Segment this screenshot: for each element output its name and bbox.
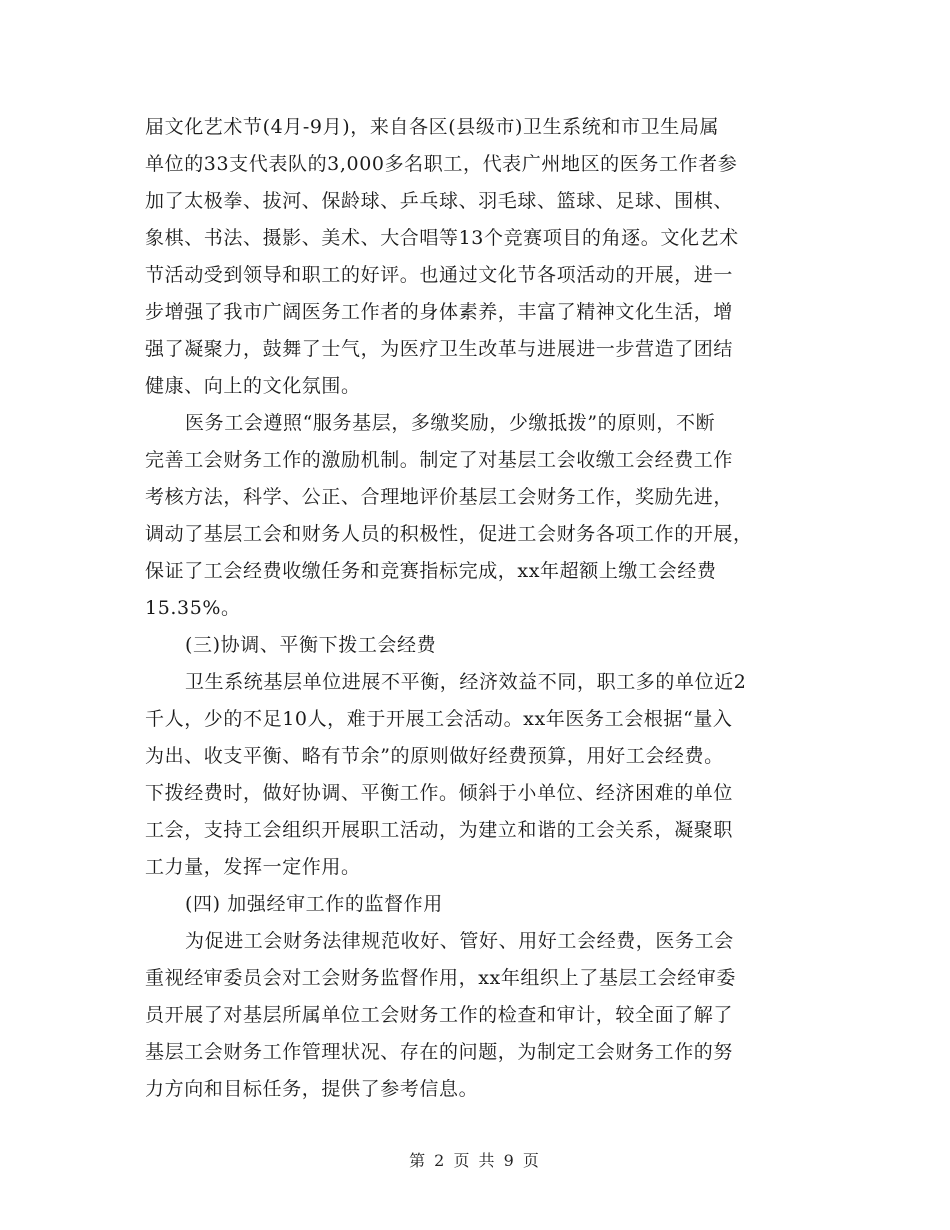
text-line: 15.35%。	[145, 597, 241, 619]
text-line: 基层工会财务工作管理状况、存在的问题，为制定工会财务工作的努	[145, 1041, 734, 1063]
text-line: 工力量，发挥一定作用。	[145, 856, 361, 878]
text-line: 节活动受到领导和职工的好评。也通过文化节各项活动的开展，进一	[145, 264, 734, 286]
text-line: 力方向和目标任务，提供了参考信息。	[145, 1078, 479, 1100]
text-line: 卫生系统基层单位进展不平衡，经济效益不同，职工多的单位近2	[185, 671, 747, 693]
text-line: 医务工会遵照“服务基层，多缴奖励，少缴抵拨”的原则，不断	[185, 412, 716, 434]
text-line: 步增强了我市广阔医务工作者的身体素养，丰富了精神文化生活，增	[145, 301, 734, 323]
text-line: 员开展了对基层所属单位工会财务工作的检查和审计，较全面了解了	[145, 1004, 734, 1026]
text-line: 工会，支持工会组织开展职工活动，为建立和谐的工会关系，凝聚职	[145, 819, 734, 841]
text-line: 单位的33支代表队的3,000多名职工，代表广州地区的医务工作者参	[145, 153, 738, 175]
text-line: 重视经审委员会对工会财务监督作用，xx年组织上了基层工会经审委	[145, 967, 737, 989]
text-line: 调动了基层工会和财务人员的积极性，促进工会财务各项工作的开展，	[145, 523, 753, 545]
page-number-footer: 第 2 页 共 9 页	[409, 1151, 541, 1170]
text-line: 保证了工会经费收缴任务和竞赛指标完成，xx年超额上缴工会经费	[145, 560, 717, 582]
text-line: 届文化艺术节(4月-9月)，来自各区(县级市)卫生系统和市卫生局属	[145, 116, 720, 138]
text-line: 强了凝聚力，鼓舞了士气，为医疗卫生改革与进展进一步营造了团结	[145, 338, 734, 360]
text-line: 下拨经费时，做好协调、平衡工作。倾斜于小单位、经济困难的单位	[145, 782, 734, 804]
text-line: 为促进工会财务法律规范收好、管好、用好工会经费，医务工会	[185, 930, 734, 952]
document-body	[145, 109, 817, 1108]
text-line: (三)协调、平衡下拨工会经费	[185, 634, 437, 656]
text-line: 考核方法，科学、公正、合理地评价基层工会财务工作，奖励先进，	[145, 486, 734, 508]
text-line: 加了太极拳、拔河、保龄球、乒乓球、羽毛球、篮球、足球、围棋、	[145, 190, 734, 212]
text-line: 完善工会财务工作的激励机制。制定了对基层工会收缴工会经费工作	[145, 449, 734, 471]
text-line: (四) 加强经审工作的监督作用	[185, 893, 443, 915]
text-line: 千人，少的不足10人，难于开展工会活动。xx年医务工会根据“量入	[145, 708, 733, 730]
text-line: 象棋、书法、摄影、美术、大合唱等13个竞赛项目的角逐。文化艺术	[145, 227, 739, 249]
text-line: 为出、收支平衡、略有节余”的原则做好经费预算，用好工会经费。	[145, 745, 724, 767]
text-line: 健康、向上的文化氛围。	[145, 375, 361, 397]
